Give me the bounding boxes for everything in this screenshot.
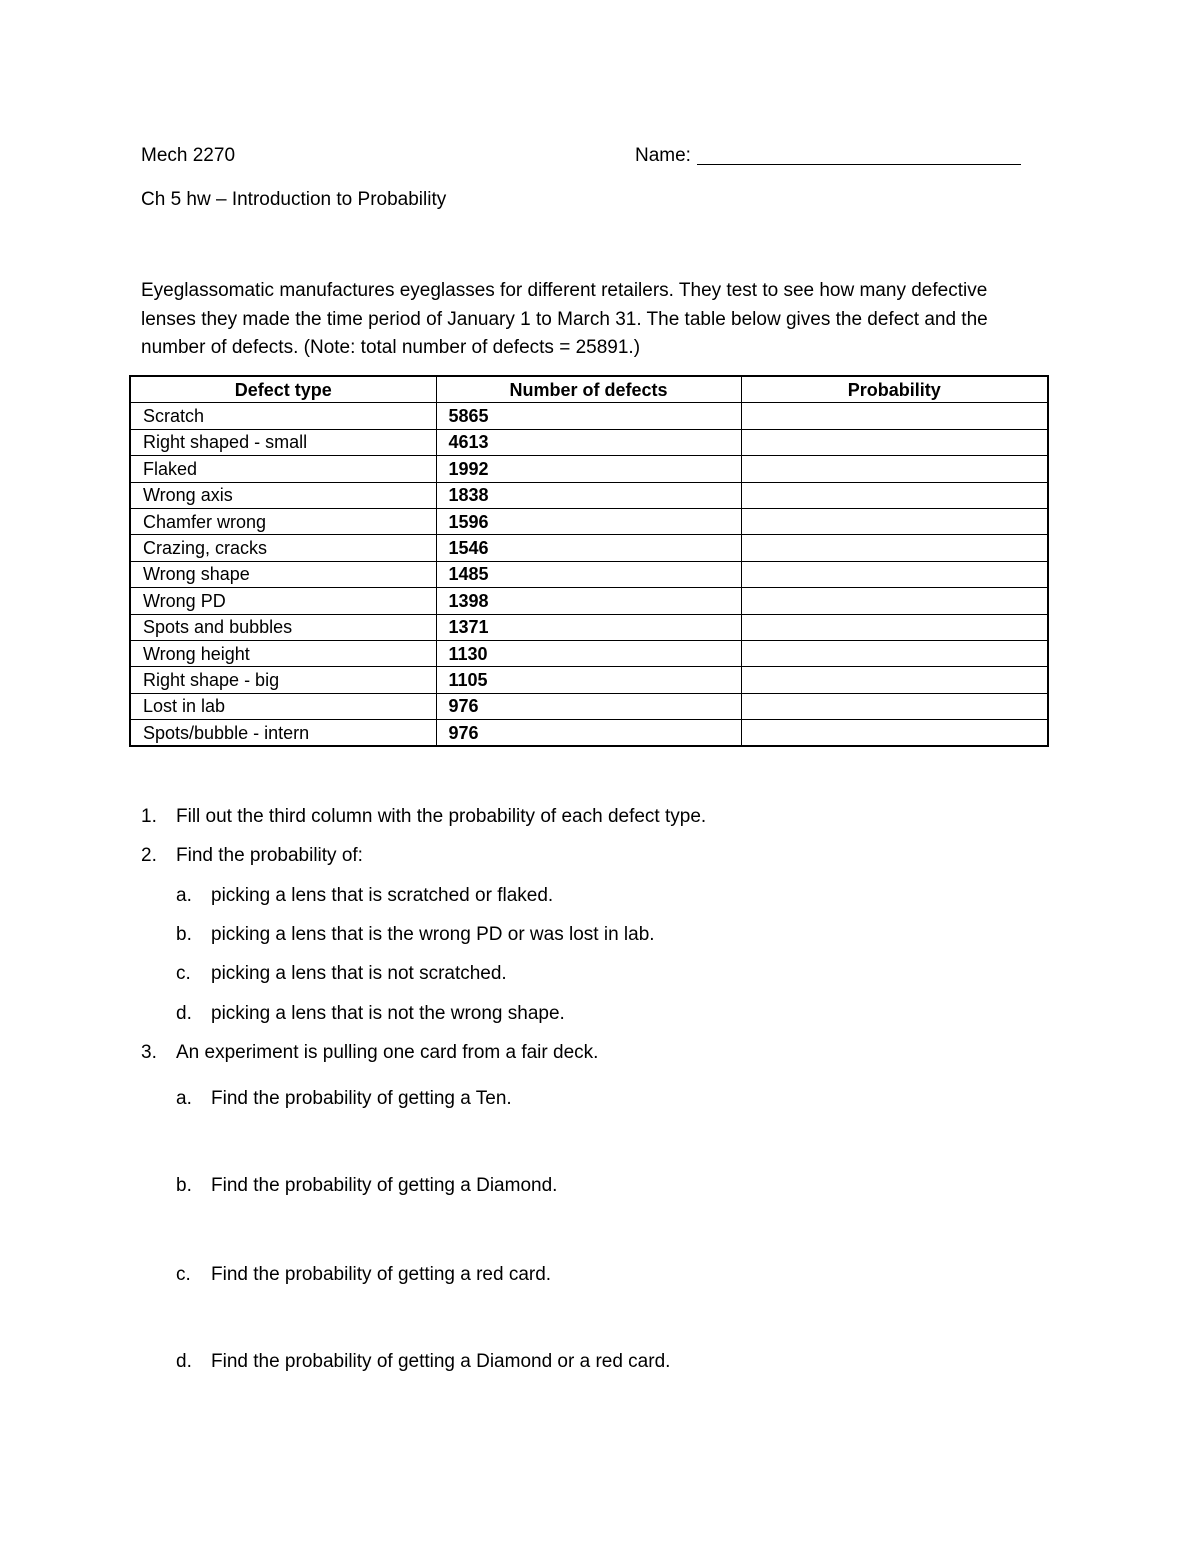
- defect-count-cell: 1992: [436, 456, 741, 482]
- probability-cell[interactable]: [741, 720, 1048, 747]
- defect-type-cell: Flaked: [130, 456, 436, 482]
- defect-count-cell: 976: [436, 693, 741, 719]
- question-marker: c.: [176, 1264, 191, 1285]
- defect-count-cell: 1838: [436, 482, 741, 508]
- question-marker: 1.: [141, 806, 157, 827]
- header-defect-type: Defect type: [130, 376, 436, 403]
- question-text: picking a lens that is not the wrong shape.: [211, 1003, 565, 1024]
- header-probability: Probability: [741, 376, 1048, 403]
- defect-count-cell: 1485: [436, 561, 741, 587]
- defect-type-cell: Scratch: [130, 403, 436, 429]
- probability-cell[interactable]: [741, 561, 1048, 587]
- course-code: Mech 2270: [141, 145, 236, 166]
- defect-type-cell: Wrong height: [130, 640, 436, 666]
- table-header-row: [130, 376, 1048, 403]
- table-row: [130, 667, 1048, 693]
- question-text: picking a lens that is scratched or flaked.: [211, 885, 554, 906]
- probability-cell[interactable]: [741, 535, 1048, 561]
- table-row: [130, 561, 1048, 587]
- intro-paragraph: [141, 277, 1041, 363]
- defect-type-cell: Right shaped - small: [130, 429, 436, 455]
- question-text: picking a lens that is the wrong PD or was lost in lab.: [211, 924, 655, 945]
- question-marker: a.: [176, 885, 192, 906]
- table-row: [130, 588, 1048, 614]
- defect-type-cell: Lost in lab: [130, 693, 436, 719]
- table-row: [130, 640, 1048, 666]
- defect-count-cell: 5865: [436, 403, 741, 429]
- probability-cell[interactable]: [741, 640, 1048, 666]
- table-row: [130, 482, 1048, 508]
- defect-type-cell: Wrong axis: [130, 482, 436, 508]
- question-text: Find the probability of:: [176, 845, 363, 866]
- probability-cell[interactable]: [741, 429, 1048, 455]
- probability-cell[interactable]: [741, 508, 1048, 534]
- question-text: Find the probability of getting a Diamond.: [211, 1175, 558, 1196]
- question-marker: a.: [176, 1088, 192, 1109]
- question-text: picking a lens that is not scratched.: [211, 963, 507, 984]
- probability-cell[interactable]: [741, 693, 1048, 719]
- defect-type-cell: Right shape - big: [130, 667, 436, 693]
- probability-cell[interactable]: [741, 482, 1048, 508]
- defect-type-cell: Wrong shape: [130, 561, 436, 587]
- defect-count-cell: 1130: [436, 640, 741, 666]
- defect-type-cell: Chamfer wrong: [130, 508, 436, 534]
- question-text: Fill out the third column with the probability of each defect type.: [176, 806, 707, 827]
- table-row: [130, 535, 1048, 561]
- defect-type-cell: Wrong PD: [130, 588, 436, 614]
- defect-count-cell: 976: [436, 720, 741, 747]
- defect-count-cell: 1371: [436, 614, 741, 640]
- defect-count-cell: 1105: [436, 667, 741, 693]
- assignment-title: Ch 5 hw – Introduction to Probability: [141, 189, 447, 210]
- question-marker: d.: [176, 1003, 192, 1024]
- probability-cell[interactable]: [741, 614, 1048, 640]
- defect-count-cell: 1546: [436, 535, 741, 561]
- probability-cell[interactable]: [741, 667, 1048, 693]
- name-blank-line[interactable]: [697, 164, 1021, 165]
- table-row: [130, 508, 1048, 534]
- intro-line: lenses they made the time period of January 1 to March 31. The table below gives the defect and the: [141, 308, 988, 330]
- question-marker: d.: [176, 1351, 192, 1372]
- defect-type-cell: Spots and bubbles: [130, 614, 436, 640]
- probability-cell[interactable]: [741, 588, 1048, 614]
- question-text: Find the probability of getting a Ten.: [211, 1088, 512, 1109]
- table-row: [130, 693, 1048, 719]
- defect-count-cell: 4613: [436, 429, 741, 455]
- defect-type-cell: Crazing, cracks: [130, 535, 436, 561]
- defect-count-cell: 1596: [436, 508, 741, 534]
- table-row: [130, 456, 1048, 482]
- defect-count-cell: 1398: [436, 588, 741, 614]
- probability-cell[interactable]: [741, 456, 1048, 482]
- header-number-of-defects: Number of defects: [436, 376, 741, 403]
- table-row: [130, 614, 1048, 640]
- question-marker: 3.: [141, 1042, 157, 1063]
- question-text: An experiment is pulling one card from a fair deck.: [176, 1042, 599, 1063]
- defects-table: [129, 375, 1049, 747]
- question-marker: b.: [176, 924, 192, 945]
- table-row: [130, 403, 1048, 429]
- intro-line: Eyeglassomatic manufactures eyeglasses for different retailers. They test to see how many defective: [141, 280, 988, 301]
- table-row: [130, 720, 1048, 747]
- question-marker: b.: [176, 1175, 192, 1196]
- intro-line: number of defects. (Note: total number of defects = 25891.): [141, 337, 641, 358]
- question-marker: 2.: [141, 845, 157, 866]
- question-text: Find the probability of getting a Diamond or a red card.: [211, 1351, 671, 1372]
- probability-cell[interactable]: [741, 403, 1048, 429]
- defect-type-cell: Spots/bubble - intern: [130, 720, 436, 747]
- table-row: [130, 429, 1048, 455]
- question-marker: c.: [176, 963, 191, 984]
- name-label: Name:: [635, 145, 691, 166]
- question-text: Find the probability of getting a red card.: [211, 1264, 552, 1285]
